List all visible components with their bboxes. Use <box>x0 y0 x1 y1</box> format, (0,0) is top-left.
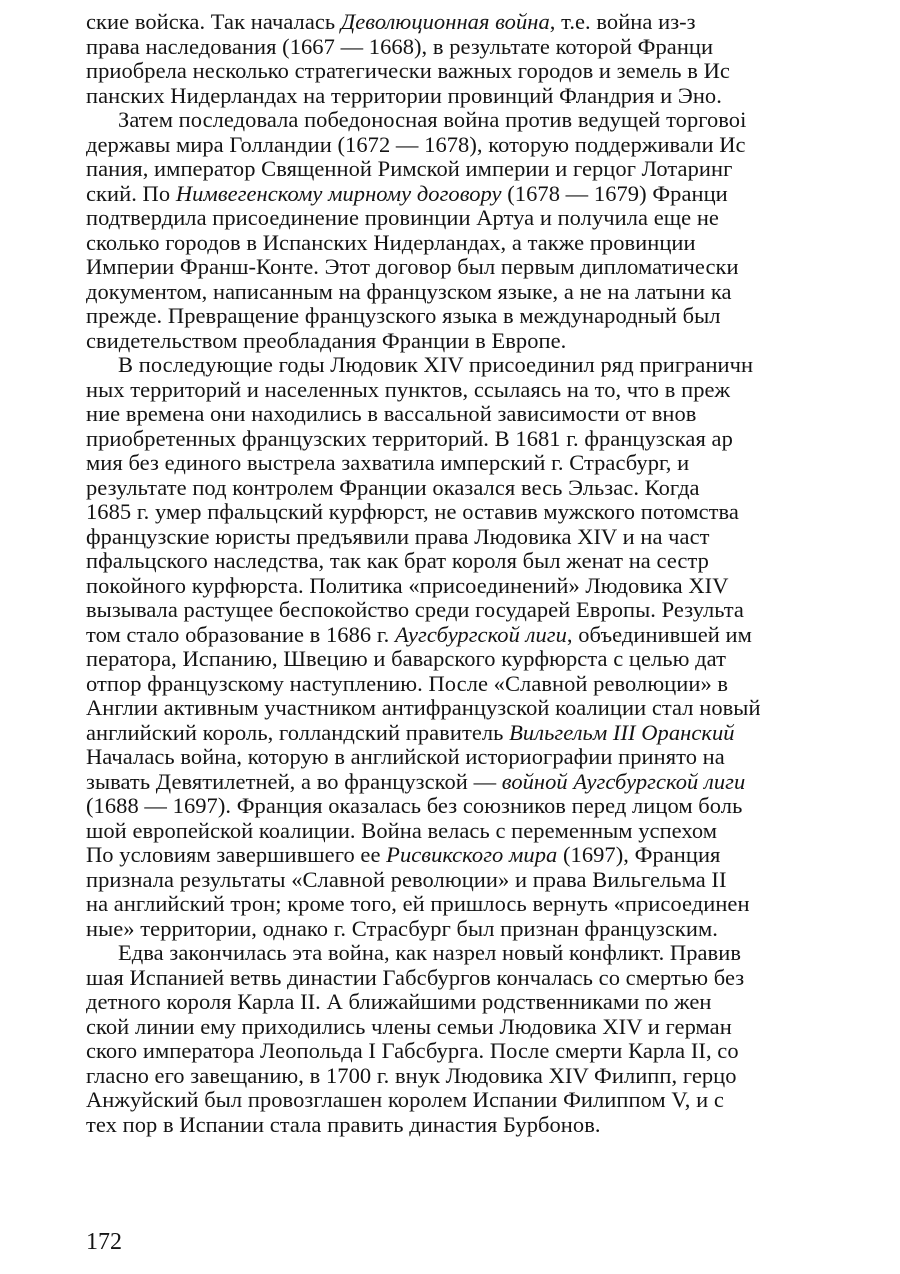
text-run: зывать Девятилетней, а во французской — <box>86 768 502 794</box>
text-line <box>86 574 900 599</box>
text-run: (1697), Франция <box>557 842 721 867</box>
page-number: 172 <box>86 1229 122 1255</box>
text-run: на английский трон; кроме того, ей пришлось вернуть «присоединен <box>86 891 750 916</box>
italic-term: Нимвегенскому мирному договору <box>175 180 502 206</box>
text-line <box>86 770 900 795</box>
text-run: английский король, голландский правитель <box>86 719 510 745</box>
text-run: , т.е. война из-з <box>549 9 696 34</box>
text-run: Затем последовала победоносная война против ведущей торговоі <box>118 107 747 132</box>
text-run: державы мира Голландии (1672 — 1678), которую поддерживали Ис <box>86 131 746 157</box>
paragraph <box>86 108 900 353</box>
text-run: (1688 — 1697). Франция оказалась без союзников перед лицом боль <box>86 793 743 818</box>
text-line <box>86 598 900 623</box>
text-run: шой европейской коалиции. Война велась с переменным успехом <box>86 817 718 843</box>
paragraph <box>86 941 900 1137</box>
text-run: ных территорий и населенных пунктов, ссылаясь на то, что в преж <box>86 376 731 402</box>
text-run: ные» территории, однако г. Страсбург был признан французским. <box>86 915 718 941</box>
text-run: том стало образование в 1686 г. <box>86 621 395 647</box>
text-run: По условиям завершившего ее <box>86 842 387 867</box>
text-run: приобрела несколько стратегически важных городов и земель в Ис <box>86 58 730 83</box>
text-line <box>86 476 900 501</box>
text-run: Едва закончилась эта война, как назрел новый конфликт. Правив <box>118 940 741 965</box>
text-line <box>86 10 900 35</box>
text-run: ского императора Леопольда I Габсбурга. После смерти Карла II, со <box>86 1038 739 1063</box>
text-run: покойного курфюрста. Политика «присоединений» Людовика XIV <box>86 572 729 598</box>
text-line <box>86 647 900 672</box>
text-line <box>86 84 900 109</box>
text-line <box>86 1113 900 1138</box>
text-line <box>86 378 900 403</box>
text-line <box>86 1039 900 1064</box>
text-run: прежде. Превращение французского языка в международный был <box>86 303 721 328</box>
text-line <box>86 1015 900 1040</box>
text-run: признала результаты «Славной революции» и права Вильгельма II <box>86 866 727 892</box>
text-line <box>86 917 900 942</box>
text-line <box>86 59 900 84</box>
text-run: ние времена они находились в вассальной зависимости от внов <box>86 401 697 426</box>
text-run: пфальцского наследства, так как брат короля был женат на сестр <box>86 548 709 573</box>
text-run: ские войска. Так началась <box>86 9 341 34</box>
text-line <box>86 182 900 207</box>
text-run: вызывала растущее беспокойство среди государей Европы. Результа <box>86 597 744 622</box>
text-run: отпор французскому наступлению. После «Славной революции» в <box>86 670 729 696</box>
text-line <box>86 1064 900 1089</box>
text-run: , объединившей им <box>566 621 752 647</box>
text-line <box>86 672 900 697</box>
text-run: мия без единого выстрела захватила имперский г. Страсбург, и <box>86 450 690 475</box>
text-line <box>86 623 900 648</box>
text-line <box>86 206 900 231</box>
text-run: свидетельством преобладания Франции в Европе. <box>86 327 567 353</box>
text-line <box>86 280 900 305</box>
text-line <box>86 941 900 966</box>
text-line <box>86 794 900 819</box>
text-line <box>86 108 900 133</box>
text-line <box>86 892 900 917</box>
text-run: детного короля Карла II. А ближайшими родственниками по жен <box>86 989 712 1014</box>
text-line <box>86 427 900 452</box>
text-run: Англии активным участником антифранцузской коалиции стал новый <box>86 695 761 720</box>
text-line <box>86 819 900 844</box>
text-line <box>86 843 900 868</box>
text-line <box>86 255 900 280</box>
text-run: В последующие годы Людовик XIV присоединил ряд приграничн <box>118 352 754 377</box>
text-line <box>86 745 900 770</box>
paragraph <box>86 10 900 108</box>
text-line <box>86 35 900 60</box>
text-run: Империи Франш-Конте. Этот договор был первым дипломатически <box>86 254 739 279</box>
text-line <box>86 990 900 1015</box>
text-line <box>86 868 900 893</box>
text-line <box>86 231 900 256</box>
text-line <box>86 402 900 427</box>
text-run: Анжуйский был провозглашен королем Испании Филиппом V, и с <box>86 1087 724 1112</box>
text-line <box>86 451 900 476</box>
text-run: ской линии ему приходились члены семьи Людовика XIV и герман <box>86 1013 732 1039</box>
paragraph <box>86 353 900 941</box>
text-run: (1678 — 1679) Франци <box>501 180 728 206</box>
text-line <box>86 525 900 550</box>
text-line <box>86 966 900 991</box>
text-line <box>86 1088 900 1113</box>
text-run: права наследования (1667 — 1668), в результате которой Франци <box>86 33 714 59</box>
text-run: тех пор в Испании стала править династия Бурбонов. <box>86 1111 601 1137</box>
text-line <box>86 721 900 746</box>
text-run: результате под контролем Франции оказался весь Эльзас. Когда <box>86 474 700 500</box>
italic-term: Рисвикского мира <box>386 842 558 867</box>
text-line <box>86 353 900 378</box>
italic-term: войной Аугсбургской лиги <box>501 768 746 794</box>
text-line <box>86 133 900 158</box>
text-run: панских Нидерландах на территории провинций Фландрия и Эно. <box>86 82 722 108</box>
text-line <box>86 157 900 182</box>
text-run: ператора, Испанию, Швецию и баварского курфюрста с целью дат <box>86 646 726 671</box>
text-line <box>86 500 900 525</box>
text-run: ский. По <box>86 180 176 206</box>
italic-term: Деволюционная война <box>340 9 550 34</box>
text-run: французские юристы предъявили права Людовика XIV и на част <box>86 523 710 549</box>
italic-term: Вильгельм III Оранский <box>509 719 735 745</box>
text-run: подтвердила присоединение провинции Артуа и получила еще не <box>86 205 719 230</box>
text-run: документом, написанным на французском языке, а не на латыни ка <box>86 278 732 304</box>
text-run: 1685 г. умер пфальцский курфюрст, не оставив мужского потомства <box>86 499 739 524</box>
text-run: сколько городов в Испанских Нидерландах, а также провинции <box>86 229 696 255</box>
text-run: приобретенных французских территорий. В 1681 г. французская ар <box>86 425 733 451</box>
text-line <box>86 304 900 329</box>
page-text-block <box>86 10 900 1137</box>
text-line <box>86 329 900 354</box>
text-run: шая Испанией ветвь династии Габсбургов кончалась со смертью без <box>86 964 745 990</box>
text-run: гласно его завещанию, в 1700 г. внук Людовика XIV Филипп, герцо <box>86 1062 737 1088</box>
text-run: пания, император Священной Римской империи и герцог Лотаринг <box>86 156 733 181</box>
text-line <box>86 549 900 574</box>
italic-term: Аугсбургской лиги <box>394 621 567 647</box>
text-line <box>86 696 900 721</box>
text-run: Началась война, которую в английской историографии принято на <box>86 744 725 769</box>
